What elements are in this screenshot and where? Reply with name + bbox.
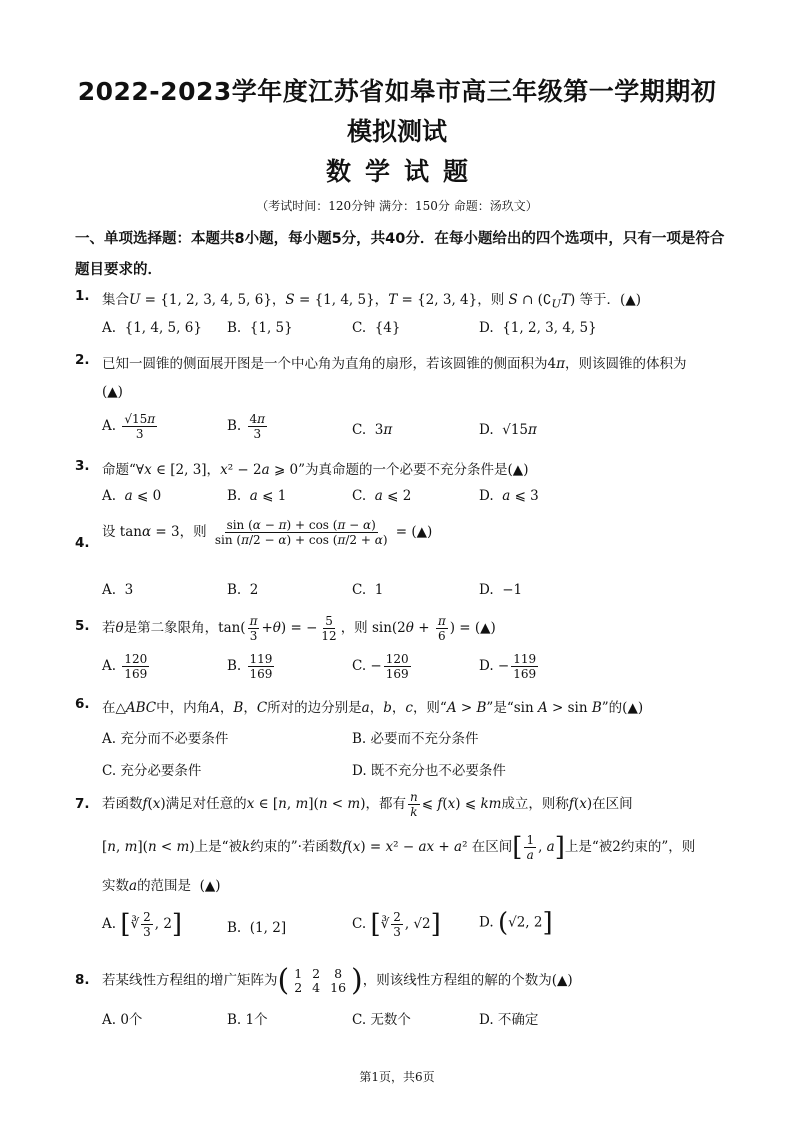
option-a: A. [∛ $\frac{2}{3}$ , 2] [102,909,183,940]
option-a: A. 3 [102,582,134,598]
exam-info: （考试时间：120分钟 满分：150分 命题：汤玖文） [256,199,538,213]
question-text: 已知一圆锥的侧面展开图是一个中心角为直角的扇形，若该圆锥的侧面积为4π，则该圆锥的体积为 [102,356,687,372]
subject-title: 数学试题 [325,157,482,186]
option-b: B. a ⩽ 1 [227,488,287,504]
option-c: C. {4} [352,320,401,336]
question-text: 在△ABC中，内角A，B，C所对的边分别是a，b，c，则“A > B”是“sin A > sin B”的(▲) [102,700,644,716]
option-b: B. $\frac{4\pi}{3}$ [227,412,266,441]
option-b: B. $\frac{119}{169}$ [227,652,273,681]
option-b: B. 2 [227,582,259,598]
option-d: D. {1, 2, 3, 4, 5} [479,320,597,336]
option-d: D. 既不充分也不必要条件 [352,763,506,779]
question-7-line2: [n, m](n < m)上是“被k约束的”·若函数f(x) = x² − ax + a² 在区间[ $\frac{1}{a}$ , a]上是“被2约束的”，则 [102,832,696,863]
question-number: 5. [75,618,90,634]
option-d: D. −1 [479,582,523,598]
exam-title-line1: 2022-2023学年度江苏省如皋市高三年级第一学期期初 [77,77,717,106]
question-number: 1. [75,288,90,304]
option-b: B. 必要而不充分条件 [352,731,479,747]
option-c: C. [∛ $\frac{2}{3}$ , √2] [352,909,441,940]
option-a: A. $\frac{√15\pi}{3}$ [102,412,156,441]
option-d: D. a ⩽ 3 [479,488,539,504]
option-c: C. 无数个 [352,1012,411,1028]
option-a: A. {1, 4, 5, 6} [102,320,202,336]
question-number: 7. [75,796,90,812]
question-text: 若函数f(x)满足对任意的x ∈ [n, m](n < m)，都有 $\frac{n}{k}$ ⩽ f(x) ⩽ km成立，则称f(x)在区间 [102,790,633,819]
question-text: 命题“∀x ∈ [2, 3]，x² − 2a ⩾ 0”为真命题的一个必要不充分条件是(▲) [102,462,529,478]
option-a: A. 充分而不必要条件 [102,731,229,747]
question-text: 若θ是第二象限角，tan( $\frac{\pi}{3}$ +θ) = − $\frac{5}{12}$ ，则 sin(2θ + $\frac{\pi}{6}$ ) = (▲) [102,614,496,643]
question-text: 若某线性方程组的增广矩阵为 ( 1 2 8 2 4 16 ) ，则该线性方程组的解的个数为(▲) [102,963,573,998]
option-d: D. (√2, 2] [479,908,553,938]
question-number: 8. [75,972,90,988]
question-number: 2. [75,352,90,368]
question-number: 4. [75,535,90,551]
option-b: B. {1, 5} [227,320,293,336]
option-c: C. a ⩽ 2 [352,488,412,504]
option-d: D. − $\frac{119}{169}$ [479,652,537,681]
option-d: D. 不确定 [479,1012,539,1028]
question-text: 设 tanα = 3，则 $\frac{\sin (\alpha - \pi) + \cos (\pi - \alpha)}{\sin (\pi/2 - \alpha) + \cos (\pi/2 + \alpha)}$ = (▲) [102,518,433,547]
question-7-line3: 实数a的范围是 (▲) [102,878,221,894]
question-number: 6. [75,696,90,712]
option-a: A. 0个 [102,1012,143,1028]
option-c: C. 1 [352,582,384,598]
option-a: A. a ⩽ 0 [102,488,162,504]
option-c: C. − $\frac{120}{169}$ [352,652,409,681]
option-b: B. 1个 [227,1012,268,1028]
option-c: C. 3π [352,422,393,438]
question-2-marker: (▲) [102,384,123,400]
question-text: 集合U = {1, 2, 3, 4, 5, 6}，S = {1, 4, 5}，T = {2, 3, 4}，则 S ∩ $(∁_UT)$ 等于．(▲) [102,292,641,311]
option-c: C. 充分必要条件 [102,763,202,779]
exam-title-line2: 模拟测试 [346,117,447,146]
option-a: A. $\frac{120}{169}$ [102,652,148,681]
question-number: 3. [75,458,90,474]
section-heading: 一、单项选择题：本题共8小题，每小题5分，共40分．在每小题给出的四个选项中，只有一项是符合题目要求的． [75,231,725,278]
page-footer: 第1页，共6页 [359,1070,435,1084]
option-d: D. √15π [479,422,537,438]
option-b: B. (1, 2] [227,920,287,936]
